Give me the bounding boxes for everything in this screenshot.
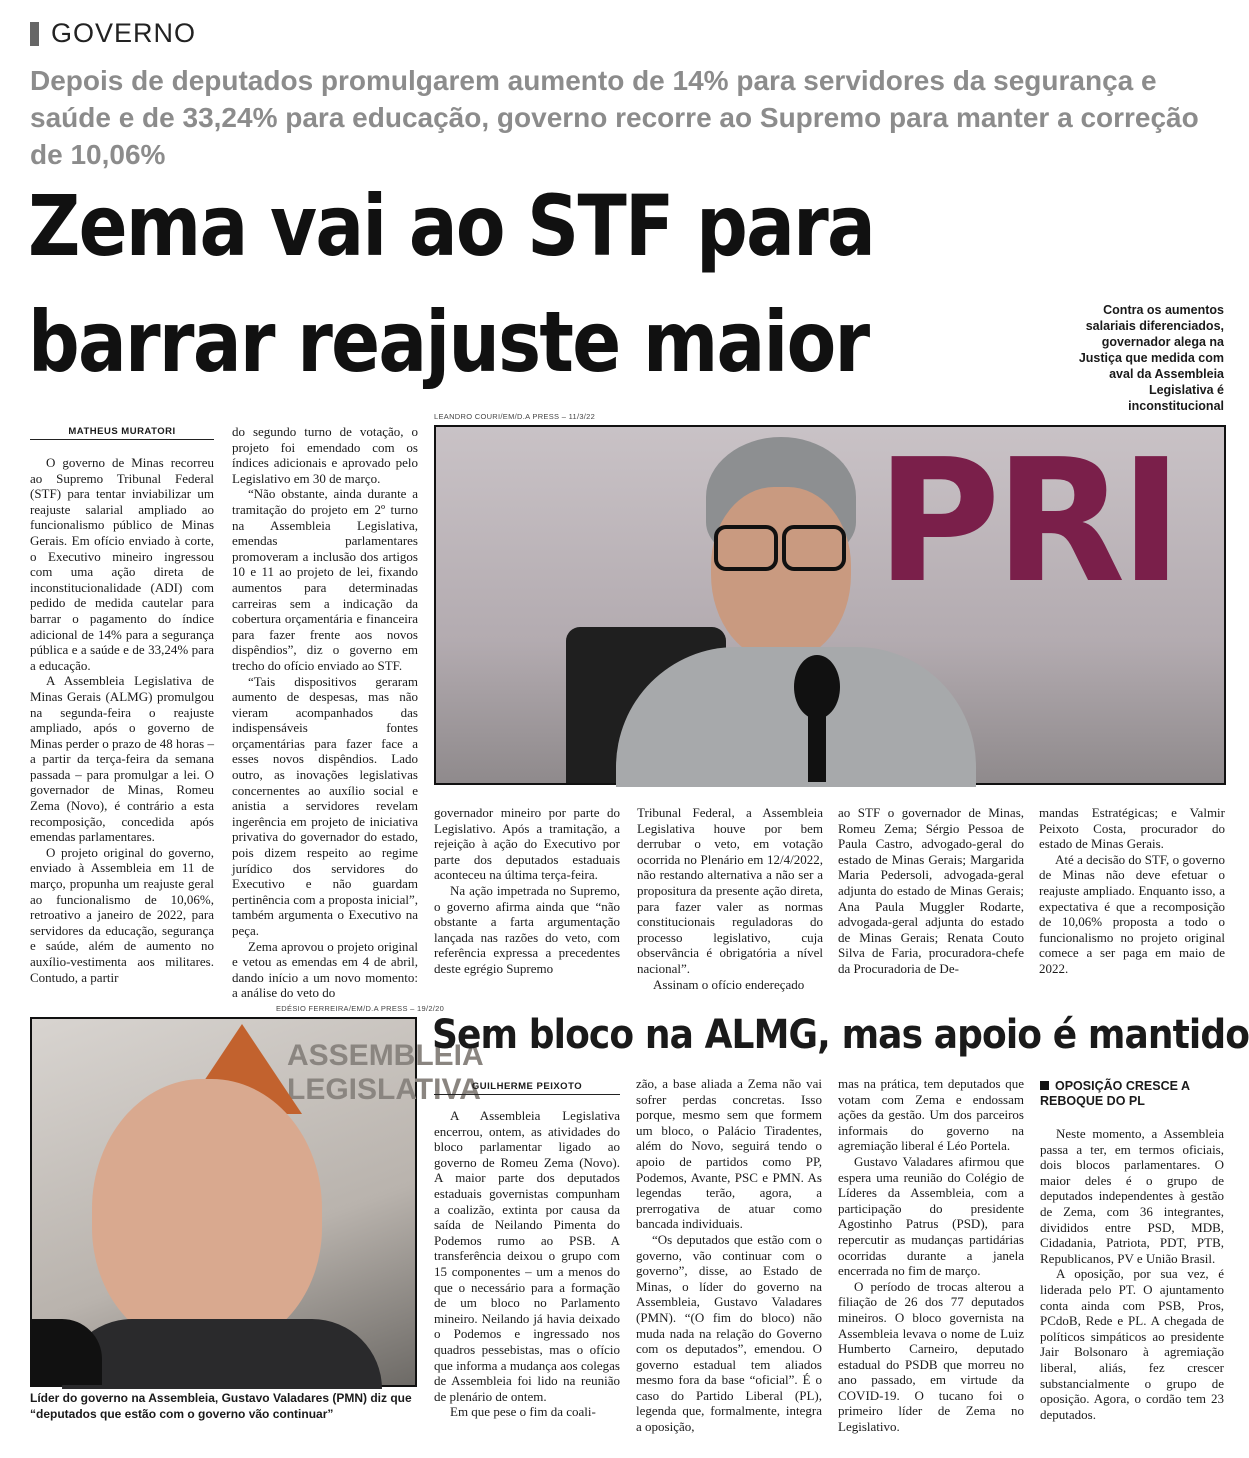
paragraph: A Assembleia Legislativa de Minas Gerais (ALMG) promulgou na segunda-feira o reajuste ampliado, após o governo de Minas perder o prazo de 48 horas – a partir da terça-feira da semana passada – para promulgar a lei. O governador de Minas, Romeu Zema (Novo), é contrário a esta recomposição, concedida após emendas parlamentares. [30, 673, 214, 845]
paragraph: “Não obstante, ainda durante a tramitação do projeto em 2º turno na Assembleia Legislativa, emendas parlamentares promoveram a inclusão dos artigos 10 e 11 ao projeto de lei, fixando aumentos para determinadas carreiras sem a indicação da cobertura orçamentária e financeira para fazer frente aos novos dispêndios”, diz o governo em trecho do ofício enviado ao STF. [232, 486, 418, 673]
microphone-icon [32, 1319, 102, 1385]
headline-line-1: Zema vai ao STF para [28, 177, 875, 275]
paragraph: “Os deputados que estão com o governo, vão continuar com o governo”, disse, ao Estado de Minas, o líder do governo na Assembleia, Gustavo Valadares (PMN). “(O fim do bloco) não muda nada na relação do Governo com os deputados”, emendou. O governo estadual tem aliados mesmo fora da base “oficial”. É o caso do Partido Liberal (PL), legenda que, formalmente, integra a oposição, [636, 1231, 822, 1435]
microphone-handle [808, 712, 826, 782]
paragraph: A oposição, por sua vez, é liderada pelo PT. O ajuntamento conta ainda com PSB, Pros, PCdoB, Rede e PL. A chegada de políticos simpáticos ao presidente Jair Bolsonaro à agremiação liberal, aliás, fez crescer substancialmente o grupo de oposição. Agora, o cordão tem 23 deputados. [1040, 1266, 1224, 1422]
byline-1: MATHEUS MURATORI [30, 426, 214, 440]
headline [28, 168, 874, 400]
paragraph: ao STF o governador de Minas, Romeu Zema; Sérgio Pessoa de Paula Castro, advogado-geral do estado de Minas Gerais; Margarida Maria Pedersoli, advogada-geral adjunta do estado de Minas Gerais; Ana Paula Muggler Rodarte, advogada-geral adjunta do estado de Minas Gerais; Renata Couto Silva de Faria, procuradora-chefe da Procuradoria de De- [838, 805, 1024, 976]
backdrop-line: ASSEMBLEIA [287, 1039, 484, 1072]
shirt-shape [616, 647, 976, 787]
photo2-credit: EDÉSIO FERREIRA/EM/D.A PRESS – 19/2/20 [276, 1004, 445, 1013]
paragraph: Gustavo Valadares afirmou que espera uma reunião do Colégio de Líderes da Assembleia, com a participação do presidente Agostinho Patrus (PSD), para repercutir as mudanças partidárias ocorridas durante a janela encerrada no fim de março. [838, 1153, 1024, 1279]
story2-col4 [1040, 1126, 1224, 1422]
story1-col6 [1039, 805, 1225, 977]
paragraph: O período de trocas alterou a filiação de 26 dos 77 deputados mineiros. O bloco governista na Assembleia levava o nome de Luiz Humberto Carneiro, deputado estadual do PSDB que morreu no ano passado, em virtude da COVID-19. O tucano foi o primeiro líder de Zema no Legislativo. [838, 1278, 1024, 1435]
story1-col4 [637, 805, 823, 992]
section-tag [30, 18, 196, 49]
paragraph: Zema aprovou o projeto original e vetou as emendas em 4 de abril, dando início a um novo momento: a análise do veto do [232, 938, 418, 1001]
paragraph: A Assembleia Legislativa encerrou, ontem, as atividades do bloco parlamentar ligado ao governo de Romeu Zema (Novo). A maior parte dos deputados estaduais governistas compunham a coalizão, extinta por causa da saída de Neilando Pimenta do Podemos rumo ao PSB. A transferência deixou o grupo com 15 componentes – um a menos do que o necessário para a formação de um bloco no Parlamento mineiro. Neilando já havia deixado o Podemos e ingressado nos quadros pessebistas, mas o ofício que informa a mudança aos colegas de Assembleia foi lido na reunião de plenário de ontem. [434, 1108, 620, 1404]
backdrop-line: LEGISLATIVA [287, 1073, 481, 1106]
suit-shape [62, 1319, 382, 1389]
paragraph: Assinam o ofício endereçado [653, 976, 805, 992]
byline-2: GUILHERME PEIXOTO [434, 1081, 620, 1095]
head-shape [92, 1079, 322, 1349]
photo-valadares [30, 1017, 484, 1387]
side-caption: Contra os aumentos salariais diferenciados, governador alega na Justiça que medida com aval da Assembleia Legislativa é inconstitucional [1078, 303, 1224, 413]
story1-col3 [434, 805, 620, 977]
paragraph: “Tais dispositivos geraram aumento de despesas, mas não vieram acompanhados das indispensáveis fontes orçamentárias para fazer face a esses novos dispêndios. Lado outro, as inovações legislativas concernentes ao auxílio social e anistia a servidores revelam ingerência em projeto de iniciativa privativa do governador do estado, pois dizem respeito ao regime jurídico dos servidores do Executivo e não guardam pertinência com a proposta inicial”, também argumenta o Executivo na peça. [232, 673, 418, 938]
photo1-backdrop-text: PRI [876, 423, 1177, 621]
deck: Depois de deputados promulgarem aumento de 14% para servidores da segurança e saúde e de 33,24% para educação, governo recorre ao Supremo para manter a correção de 10,06% [30, 65, 1199, 170]
story1-col1 [30, 455, 214, 985]
paragraph: Na ação impetrada no Supremo, o governo afirma ainda que “não obstante a farta argumentação lançada nas razões do veto, com referência expressa a precedentes deste egrégio Supremo [434, 882, 620, 976]
paragraph: O projeto original do governo, enviado à Assembleia em 11 de março, propunha um reajuste geral ao funcionalismo de 10,06%, retroativo a janeiro de 2022, para servidores da educação, segurança e saúde, além de aumento no auxílio-vestimenta aos militares. Contudo, a partir [30, 844, 214, 985]
glasses-left [714, 525, 778, 571]
section-bar [30, 22, 39, 46]
story2-col1 [434, 1108, 620, 1420]
headline-2: Sem bloco na ALMG, mas apoio é mantido [432, 1012, 1249, 1058]
subhead [1040, 1079, 1224, 1109]
paragraph: governador mineiro por parte do Legislativo. Após a tramitação, a rejeição à ação do Executivo por parte dos deputados estaduais aconteceu na última terça-feira. [434, 805, 620, 883]
story1-col2 [232, 424, 418, 1001]
paragraph: O governo de Minas recorreu ao Supremo Tribunal Federal (STF) para tentar inviabilizar um reajuste salarial ampliado ao funcionalismo público de Minas Gerais. Em ofício enviado à corte, o Executivo mineiro ingressou com uma ação direta de inconstitucionalidade (ADI) com pedido de medida cautelar para barrar o pagamento do índice adicional de 14% para a segurança pública e a saúde e de 33,24% para a educação. [30, 455, 214, 673]
headline-line-2: barrar reajuste maior [28, 293, 869, 391]
photo-zema [434, 425, 1226, 785]
paragraph: do segundo turno de votação, o projeto foi emendado com os índices adicionais e aprovado pelo Legislativo em 30 de março. [232, 424, 418, 486]
paragraph: Neste momento, a Assembleia passa a ter, em termos oficiais, dois blocos parlamentares. O maior deles é o grupo de deputados independentes à gestão de Zema, com 36 integrantes, divididos entre PSD, MDB, Cidadania, Patriota, PDT, PTB, Republicanos, PV e União Brasil. [1040, 1126, 1224, 1266]
glasses-right [782, 525, 846, 571]
paragraph: mandas Estratégicas; e Valmir Peixoto Costa, procurador do estado de Minas Gerais. [1039, 805, 1225, 852]
story2-col2 [636, 1076, 822, 1435]
subhead-text: OPOSIÇÃO CRESCE A REBOQUE DO PL [1040, 1079, 1190, 1108]
paragraph: zão, a base aliada a Zema não vai sofrer perdas concretas. Isso porque, mesmo sem que formem um bloco, o Palácio Tiradentes, além do Novo, seguirá tendo o apoio de partidos como PP, Podemos, Avante, PSC e PMN. As legendas terão, agora, a prerrogativa de atuar como bancada individuais. [636, 1076, 822, 1232]
paragraph: Tribunal Federal, a Assembleia Legislativa houve por bem derrubar o veto, em votação ocorrida no Plenário em 12/4/2022, não restando alternativa a não ser a propositura da presente ação direta, para fazer valer as normas constitucionais reguladoras do processo legislativo, cuja observância é obrigatória a nível nacional”. [637, 805, 823, 976]
paragraph: Até a decisão do STF, o governo de Minas não deve efetuar o reajuste ampliado. Enquanto isso, a expectativa é que a recomposição de 10,06% proposta a todo o funcionalismo no projeto original comece a ser paga em maio de 2022. [1039, 851, 1225, 976]
photo2-caption: Líder do governo na Assembleia, Gustavo Valadares (PMN) diz que “deputados que estão com o governo vão continuar” [30, 1391, 412, 1421]
section-label: GOVERNO [51, 18, 197, 48]
photo1-credit: LEANDRO COURI/EM/D.A PRESS – 11/3/22 [434, 412, 596, 421]
story2-col3 [838, 1076, 1024, 1435]
paragraph: mas na prática, tem deputados que votam com Zema e endossam ações da gestão. Um dos parceiros informais do governo na agremiação liberal é Léo Portela. [838, 1076, 1024, 1154]
microphone-icon [794, 655, 840, 719]
face-shape [711, 487, 851, 662]
paragraph: Em que pese o fim da coali- [450, 1404, 596, 1420]
story1-col5 [838, 805, 1024, 977]
square-bullet-icon [1040, 1081, 1049, 1090]
